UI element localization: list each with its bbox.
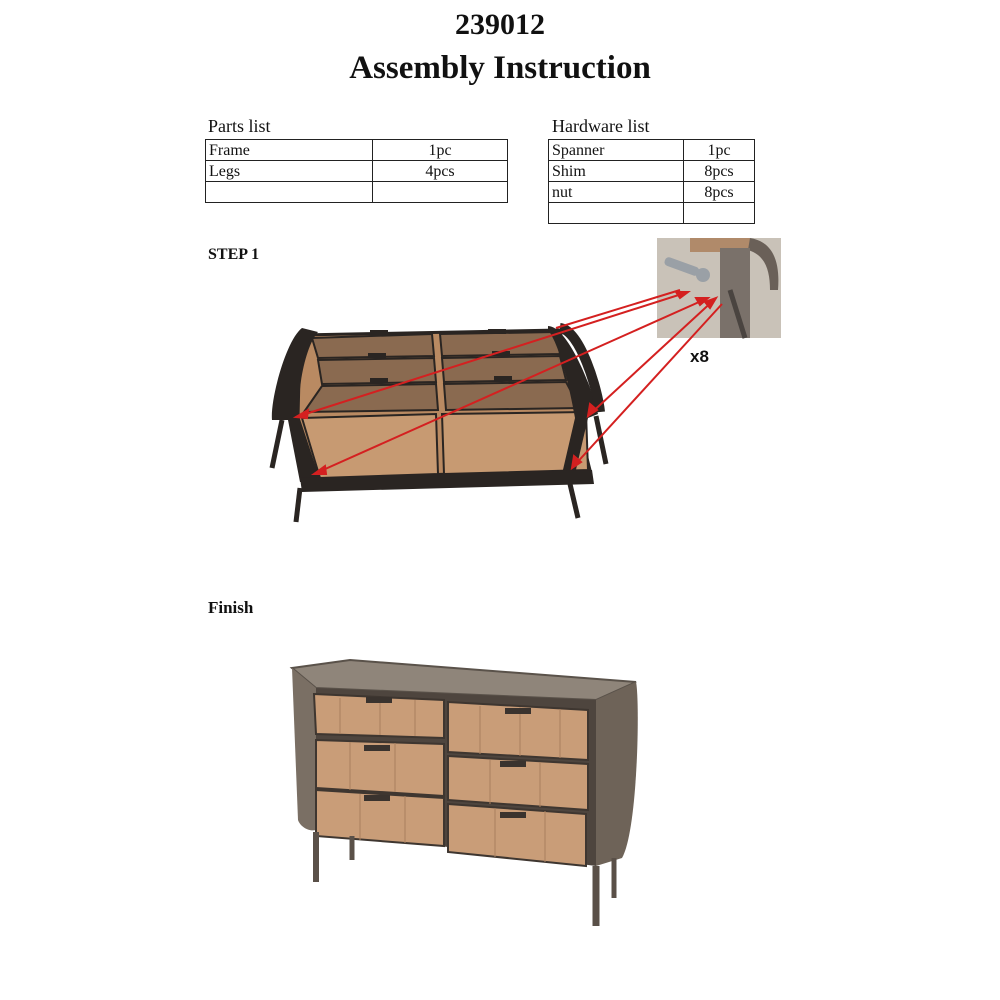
hardware-list-caption: Hardware list <box>552 116 650 136</box>
part-name: Frame <box>206 140 373 161</box>
hardware-qty: 8pcs <box>684 182 755 203</box>
hardware-name: nut <box>549 182 684 203</box>
document-number: 239012 <box>455 8 545 41</box>
hardware-name: Shim <box>549 161 684 182</box>
drawer-handle <box>500 812 526 818</box>
parts-list-caption: Parts list <box>208 116 271 136</box>
part-name: Legs <box>206 161 373 182</box>
drawer-handle <box>366 697 392 703</box>
drawer-handle <box>500 761 526 767</box>
hardware-qty: 1pc <box>684 140 755 161</box>
hardware-qty: 8pcs <box>684 161 755 182</box>
quantity-label: x8 <box>690 347 709 366</box>
document-title: Assembly Instruction <box>349 50 651 86</box>
finish-label: Finish <box>208 598 254 617</box>
step-1-label: STEP 1 <box>208 246 260 263</box>
drawer-handle <box>364 745 390 751</box>
drawer-handle <box>364 795 390 801</box>
frame-side-right <box>596 682 638 866</box>
part-qty: 1pc <box>373 140 508 161</box>
part-qty: 4pcs <box>373 161 508 182</box>
hardware-name: Spanner <box>549 140 684 161</box>
frame-side-left <box>292 668 316 830</box>
drawer-handle <box>505 708 531 714</box>
